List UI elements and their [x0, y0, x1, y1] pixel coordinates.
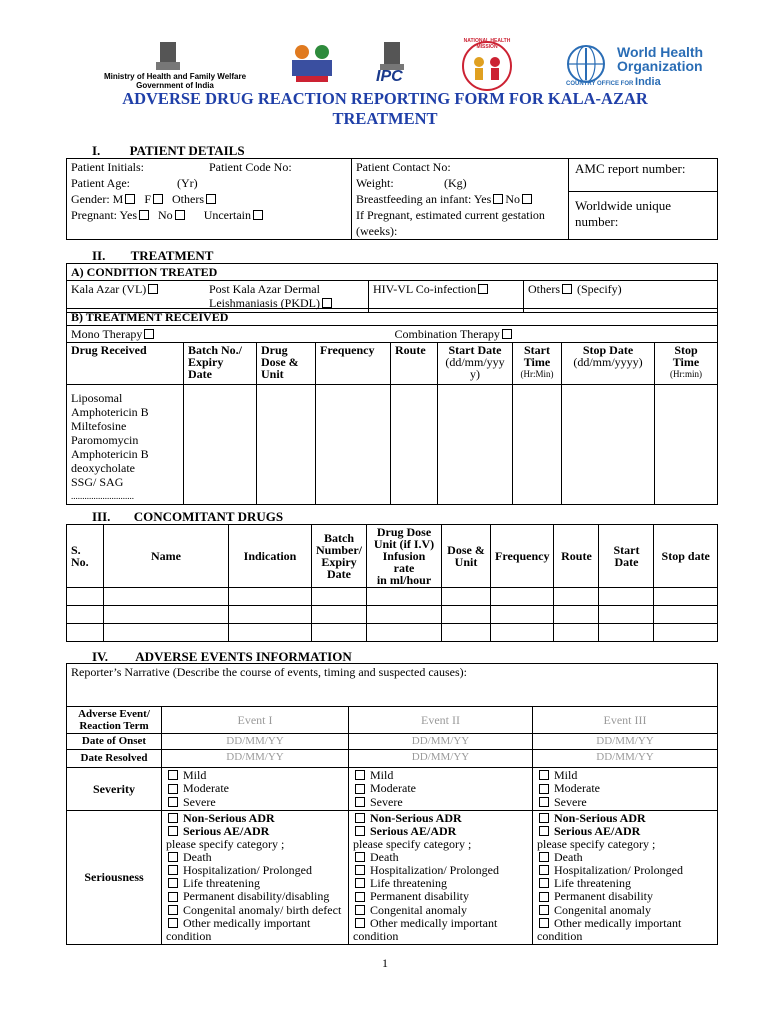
col-dose-2: Dose &: [261, 355, 299, 370]
ministry-name: [95, 72, 255, 90]
cd-col-name: Name: [104, 525, 229, 588]
congenital-checkbox[interactable]: [539, 905, 549, 915]
who-country-name: India: [635, 76, 661, 88]
cd-col-start-1: Start: [613, 543, 640, 557]
cd-col-dose-unit: [442, 525, 491, 588]
cd-cell[interactable]: [367, 606, 442, 624]
cd-col-start: [599, 525, 654, 588]
who-line1: World Health: [617, 44, 704, 60]
patient-left-cell: [67, 159, 352, 240]
resolved-2-field[interactable]: DD/MM/YY: [349, 750, 533, 768]
cd-cell[interactable]: [67, 588, 104, 606]
treat-cell[interactable]: [513, 385, 562, 505]
ministry-emblem-logo: [150, 40, 186, 74]
pregnant-uncertain-checkbox[interactable]: [253, 210, 263, 220]
onset-1-field[interactable]: DD/MM/YY: [162, 734, 349, 750]
cd-cell[interactable]: [312, 606, 367, 624]
amc-report-label: AMC report number:: [569, 159, 717, 192]
breastfeeding-no-checkbox[interactable]: [522, 194, 532, 204]
condition-label: condition: [353, 929, 399, 944]
cat-label: Congenital anomaly: [370, 902, 467, 917]
col-start-time-1: Start: [524, 343, 550, 358]
cd-col-batch-3: Expiry: [321, 555, 357, 569]
col-route: Route: [391, 343, 438, 385]
worldwide-label: [569, 192, 717, 236]
col-start-date-1: Start Date: [448, 343, 502, 358]
cd-col-dose-2: Unit (if I.V): [373, 537, 435, 551]
cd-cell[interactable]: [67, 624, 104, 642]
onset-3-field[interactable]: DD/MM/YY: [533, 734, 718, 750]
section4-num: IV.: [92, 649, 109, 664]
cat-label: Other medically important: [183, 915, 311, 930]
severity-2: [349, 768, 533, 811]
drug-ssg-sag: SSG/ SAG: [71, 475, 124, 490]
event-1-header[interactable]: Event I: [162, 707, 349, 734]
patient-right-cell: [569, 159, 718, 240]
emblem-ipc-logo: [372, 40, 412, 86]
col-batch: [184, 343, 257, 385]
cd-cell[interactable]: [367, 624, 442, 642]
treat-cell[interactable]: [257, 385, 316, 505]
pregnant-no-checkbox[interactable]: [175, 210, 185, 220]
treat-cell[interactable]: [655, 385, 718, 505]
treat-cell[interactable]: [184, 385, 257, 505]
non-serious-label: Non-Serious ADR: [554, 810, 646, 825]
disability-checkbox[interactable]: [168, 892, 178, 902]
cat-label: Congenital anomaly/ birth defect: [183, 902, 342, 917]
mild-label: Mild: [370, 768, 394, 782]
serious-label: Serious AE/ADR: [554, 824, 641, 838]
section3-title: CONCOMITANT DRUGS: [133, 509, 284, 524]
drug-amphotericin-b-2: Amphotericin B: [71, 447, 149, 462]
cat-label: Death: [183, 849, 212, 864]
moderate-checkbox[interactable]: [168, 784, 178, 794]
severity-3: [533, 768, 718, 811]
cat-label: Hospitalization/ Prolonged: [370, 862, 499, 877]
row-seriousness-label: Seriousness: [67, 810, 162, 944]
patient-initials-label: Patient Initials:: [71, 160, 144, 174]
moderate-checkbox[interactable]: [355, 784, 365, 794]
breastfeeding-no-label: No: [505, 192, 520, 206]
weight-label: Weight:: [356, 176, 394, 190]
moderate-label: Moderate: [370, 781, 416, 796]
cat-label: Life threatening: [370, 876, 447, 891]
cd-col-dose-4: in ml/hour: [376, 573, 432, 587]
col-dose: [257, 343, 316, 385]
pregnant-uncertain-label: Uncertain: [203, 208, 251, 222]
cond-specify-label: (Specify): [577, 282, 622, 296]
hospitalization-checkbox[interactable]: [168, 865, 178, 875]
gender-f-label: F: [144, 192, 152, 206]
col-dose-3: Unit: [261, 367, 284, 382]
cd-col-route: Route: [554, 525, 599, 588]
section2-heading: [92, 248, 213, 264]
cd-row-3: [67, 624, 718, 642]
congenital-checkbox[interactable]: [355, 905, 365, 915]
event-2-header[interactable]: Event II: [349, 707, 533, 734]
other-important-checkbox[interactable]: [168, 918, 178, 928]
seriousness-1: [162, 810, 349, 944]
gestation-label-1: If Pregnant, estimated current gestation: [356, 208, 545, 222]
col-frequency: Frequency: [316, 343, 391, 385]
onset-2-field[interactable]: DD/MM/YY: [349, 734, 533, 750]
hospitalization-checkbox[interactable]: [355, 865, 365, 875]
drug-paromomycin: Paromomycin: [71, 433, 139, 448]
breastfeeding-yes-checkbox[interactable]: [493, 194, 503, 204]
cond-others-checkbox[interactable]: [562, 284, 572, 294]
cat-label: Congenital anomaly: [554, 902, 651, 917]
cd-cell[interactable]: [229, 606, 312, 624]
cd-cell[interactable]: [442, 624, 491, 642]
kala-azar-label: Kala Azar (VL): [71, 282, 147, 296]
mild-checkbox[interactable]: [539, 770, 549, 780]
specify-category: please specify category ;: [353, 837, 472, 852]
non-serious-checkbox[interactable]: [539, 813, 549, 823]
mild-label: Mild: [554, 768, 578, 782]
title-line1: ADVERSE DRUG REACTION REPORTING FORM FOR KALA-AZAR: [122, 89, 648, 108]
section1-heading: [92, 143, 245, 159]
col-dose-1: Drug: [261, 343, 288, 358]
col-batch-2: Expiry: [188, 355, 224, 370]
cd-col-dose-unit-1: Dose &: [447, 543, 485, 557]
cd-cell[interactable]: [442, 588, 491, 606]
pkdl-label-1: Post Kala Azar Dermal: [209, 282, 320, 296]
form-title: [0, 89, 770, 129]
cd-col-batch-2: Number/: [316, 543, 362, 557]
col-start-time-3: (Hr:Min): [520, 369, 554, 380]
severe-label: Severe: [183, 794, 216, 809]
mild-checkbox[interactable]: [168, 770, 178, 780]
nhm-logo: [455, 40, 519, 92]
patient-age-label: Patient Age:: [71, 176, 130, 190]
drug-miltefosine: Miltefosine: [71, 419, 127, 434]
col-stop-time-3: (Hr:min): [670, 369, 702, 380]
cd-col-stop: Stop date: [654, 525, 718, 588]
title-line2: TREATMENT: [332, 109, 438, 128]
cd-col-indication: Indication: [229, 525, 312, 588]
cd-cell[interactable]: [104, 624, 229, 642]
moderate-checkbox[interactable]: [539, 784, 549, 794]
cd-cell[interactable]: [491, 588, 554, 606]
death-checkbox[interactable]: [539, 852, 549, 862]
who-country-office: COUNTRY OFFICE FOR: [566, 81, 634, 87]
patient-details-table: [66, 158, 718, 240]
col-stop-time-1: Stop: [674, 343, 698, 358]
gender-f-checkbox[interactable]: [153, 194, 163, 204]
cd-col-batch-4: Date: [327, 567, 351, 581]
non-serious-label: Non-Serious ADR: [370, 810, 462, 825]
gender-others-checkbox[interactable]: [206, 194, 216, 204]
age-unit: (Yr): [177, 176, 198, 190]
page-number: 1: [382, 956, 388, 970]
gender-m-checkbox[interactable]: [125, 194, 135, 204]
ministry-line1: Ministry of Health and Family Welfare: [103, 72, 247, 81]
pregnant-no-label: No: [158, 208, 173, 222]
section3-num: III.: [92, 509, 111, 524]
non-serious-checkbox[interactable]: [355, 813, 365, 823]
who-name: [617, 45, 703, 73]
cd-cell[interactable]: [654, 606, 718, 624]
gestation-label-2: (weeks):: [356, 224, 398, 238]
non-serious-label: Non-Serious ADR: [183, 810, 275, 825]
cd-cell[interactable]: [442, 606, 491, 624]
who-line2: Organization: [617, 58, 703, 74]
cd-col-dose: [367, 525, 442, 588]
cond-others-label: Others: [528, 282, 560, 296]
cd-cell[interactable]: [67, 606, 104, 624]
pkdl-label-2: Leishmaniasis (PKDL): [209, 296, 320, 310]
hospitalization-checkbox[interactable]: [539, 865, 549, 875]
moderate-label: Moderate: [554, 781, 600, 796]
section4-title: ADVERSE EVENTS INFORMATION: [135, 649, 352, 664]
cd-cell[interactable]: [229, 588, 312, 606]
col-drug-received: Drug Received: [67, 343, 184, 385]
cd-cell[interactable]: [491, 624, 554, 642]
resolved-1-field[interactable]: DD/MM/YY: [162, 750, 349, 768]
severe-checkbox[interactable]: [168, 797, 178, 807]
cat-label: Other medically important: [370, 915, 498, 930]
cd-cell[interactable]: [491, 606, 554, 624]
col-start-time: [513, 343, 562, 385]
cd-cell[interactable]: [654, 624, 718, 642]
mild-checkbox[interactable]: [355, 770, 365, 780]
drug-list: [67, 385, 184, 505]
breastfeeding-label: Breastfeeding an infant: Yes: [356, 192, 492, 206]
cd-cell[interactable]: [367, 588, 442, 606]
gender-others-label: Others: [172, 192, 205, 206]
hiv-checkbox[interactable]: [478, 284, 488, 294]
cd-cell[interactable]: [104, 588, 229, 606]
cd-cell[interactable]: [554, 588, 599, 606]
moderate-label: Moderate: [183, 781, 229, 796]
pkdl-checkbox[interactable]: [322, 298, 332, 308]
congenital-checkbox[interactable]: [168, 905, 178, 915]
col-start-date-2: (dd/mm/yyy: [445, 355, 505, 370]
ministry-line2: Government of India: [136, 81, 214, 90]
non-serious-checkbox[interactable]: [168, 813, 178, 823]
col-stop-date-1: Stop Date: [582, 343, 634, 358]
life-threatening-checkbox[interactable]: [539, 878, 549, 888]
col-stop-date: [562, 343, 655, 385]
mild-label: Mild: [183, 768, 207, 782]
pregnant-label: Pregnant: Yes: [71, 208, 138, 222]
kala-azar-program-logo: [288, 42, 336, 84]
severe-label: Severe: [554, 794, 587, 809]
cd-cell[interactable]: [654, 588, 718, 606]
other-important-checkbox[interactable]: [539, 918, 549, 928]
cat-label: Permanent disability/disabling: [183, 889, 330, 904]
drug-amphotericin-b: Amphotericin B: [71, 405, 149, 420]
disability-checkbox[interactable]: [539, 892, 549, 902]
condition-treated-heading: A) CONDITION TREATED: [67, 264, 718, 281]
seriousness-3: [533, 810, 718, 944]
severe-checkbox[interactable]: [539, 797, 549, 807]
death-checkbox[interactable]: [168, 852, 178, 862]
severe-checkbox[interactable]: [355, 797, 365, 807]
treat-cell[interactable]: [438, 385, 513, 505]
disability-checkbox[interactable]: [355, 892, 365, 902]
drug-other-blank: ............................: [71, 491, 134, 502]
col-start-date: [438, 343, 513, 385]
patient-mid-cell: [352, 159, 569, 240]
cd-cell[interactable]: [599, 606, 654, 624]
cd-cell[interactable]: [229, 624, 312, 642]
patient-contact-label: Patient Contact No:: [356, 160, 451, 174]
row-event-label: [67, 707, 162, 734]
who-country: [566, 76, 661, 88]
treatment-received-table: [66, 308, 718, 505]
life-threatening-checkbox[interactable]: [355, 878, 365, 888]
treat-cell[interactable]: [562, 385, 655, 505]
section3-heading: [92, 509, 283, 525]
cd-cell[interactable]: [104, 606, 229, 624]
serious-checkbox[interactable]: [168, 826, 178, 836]
row-event-label-1: Adverse Event/: [78, 708, 150, 720]
patient-code-label: Patient Code No:: [209, 160, 292, 174]
cd-cell[interactable]: [312, 588, 367, 606]
row-resolved-label: Date Resolved: [67, 750, 162, 768]
severe-label: Severe: [370, 794, 403, 809]
weight-unit: (Kg): [444, 176, 467, 190]
drug-liposomal: Liposomal: [71, 391, 123, 406]
row-severity-label: Severity: [67, 768, 162, 811]
treat-cell[interactable]: [316, 385, 391, 505]
serious-checkbox[interactable]: [355, 826, 365, 836]
specify-category: please specify category ;: [537, 837, 656, 852]
treatment-received-heading: B) TREATMENT RECEIVED: [67, 309, 718, 326]
cat-label: Life threatening: [183, 876, 260, 891]
cd-row-2: [67, 606, 718, 624]
col-batch-1: Batch No./: [188, 343, 242, 358]
serious-checkbox[interactable]: [539, 826, 549, 836]
cat-label: Hospitalization/ Prolonged: [183, 862, 312, 877]
cd-cell[interactable]: [554, 624, 599, 642]
row-onset-label: Date of Onset: [67, 734, 162, 750]
reporter-narrative[interactable]: Reporter’s Narrative (Describe the course of events, timing and suspected causes):: [67, 664, 718, 707]
event-3-header[interactable]: Event III: [533, 707, 718, 734]
cd-col-batch-1: Batch: [324, 531, 354, 545]
cat-label: Death: [370, 849, 399, 864]
hiv-label: HIV-VL Co-infection: [373, 282, 477, 296]
mono-therapy-checkbox[interactable]: [144, 329, 154, 339]
cd-cell[interactable]: [312, 624, 367, 642]
gender-label: Gender: M: [71, 192, 124, 206]
cd-col-sno: S. No.: [67, 525, 104, 588]
cat-label: Permanent disability: [554, 889, 653, 904]
pregnant-yes-checkbox[interactable]: [139, 210, 149, 220]
mono-therapy-label: Mono Therapy: [71, 327, 143, 341]
adverse-events-table: [66, 663, 718, 945]
serious-label: Serious AE/ADR: [370, 824, 457, 838]
condition-treated-table: [66, 263, 718, 313]
worldwide-label-1: Worldwide unique: [575, 198, 672, 213]
section1-num: I.: [92, 143, 101, 158]
row-event-label-2: Reaction Term: [79, 720, 149, 732]
nhm-text: NATIONAL HEALTH MISSION: [463, 38, 511, 50]
cd-col-dose-1: Drug Dose: [376, 525, 432, 539]
concomitant-drugs-table: [66, 524, 718, 642]
col-stop-time-2: Time: [672, 355, 700, 370]
cd-col-batch: [312, 525, 367, 588]
cd-row-1: [67, 588, 718, 606]
section2-title: TREATMENT: [130, 248, 214, 263]
life-threatening-checkbox[interactable]: [168, 878, 178, 888]
resolved-3-field[interactable]: DD/MM/YY: [533, 750, 718, 768]
cd-col-start-2: Date: [614, 555, 639, 569]
cd-cell[interactable]: [554, 606, 599, 624]
specify-category: please specify category ;: [166, 837, 285, 852]
condition-label: condition: [166, 929, 212, 944]
col-stop-time: [655, 343, 718, 385]
combo-therapy-label: Combination Therapy: [394, 327, 500, 341]
cat-label: Permanent disability: [370, 889, 469, 904]
section1-title: PATIENT DETAILS: [129, 143, 245, 158]
cat-label: Other medically important: [554, 915, 682, 930]
ipc-text: IPC: [376, 68, 403, 85]
serious-label: Serious AE/ADR: [183, 824, 270, 838]
seriousness-2: [349, 810, 533, 944]
worldwide-label-2: number:: [575, 214, 619, 229]
col-start-time-2: Time: [523, 355, 551, 370]
combo-therapy-cell: [391, 326, 718, 343]
cat-label: Hospitalization/ Prolonged: [554, 862, 683, 877]
cat-label: Life threatening: [554, 876, 631, 891]
cd-col-frequency: Frequency: [491, 525, 554, 588]
col-stop-date-2: (dd/mm/yyyy): [573, 355, 643, 370]
col-start-date-3: y): [470, 367, 480, 382]
death-checkbox[interactable]: [355, 852, 365, 862]
cd-cell[interactable]: [599, 588, 654, 606]
section2-num: II.: [92, 248, 106, 263]
kala-azar-checkbox[interactable]: [148, 284, 158, 294]
condition-label: condition: [537, 929, 583, 944]
col-batch-3: Date: [188, 367, 212, 382]
treat-cell[interactable]: [391, 385, 438, 505]
severity-1: [162, 768, 349, 811]
drug-deoxycholate: deoxycholate: [71, 461, 135, 476]
cat-label: Death: [554, 849, 583, 864]
other-important-checkbox[interactable]: [355, 918, 365, 928]
cd-cell[interactable]: [599, 624, 654, 642]
cd-col-dose-3: Infusion rate: [382, 549, 426, 575]
mono-therapy-cell: [67, 326, 391, 343]
combo-therapy-checkbox[interactable]: [502, 329, 512, 339]
cd-col-dose-unit-2: Unit: [454, 555, 478, 569]
